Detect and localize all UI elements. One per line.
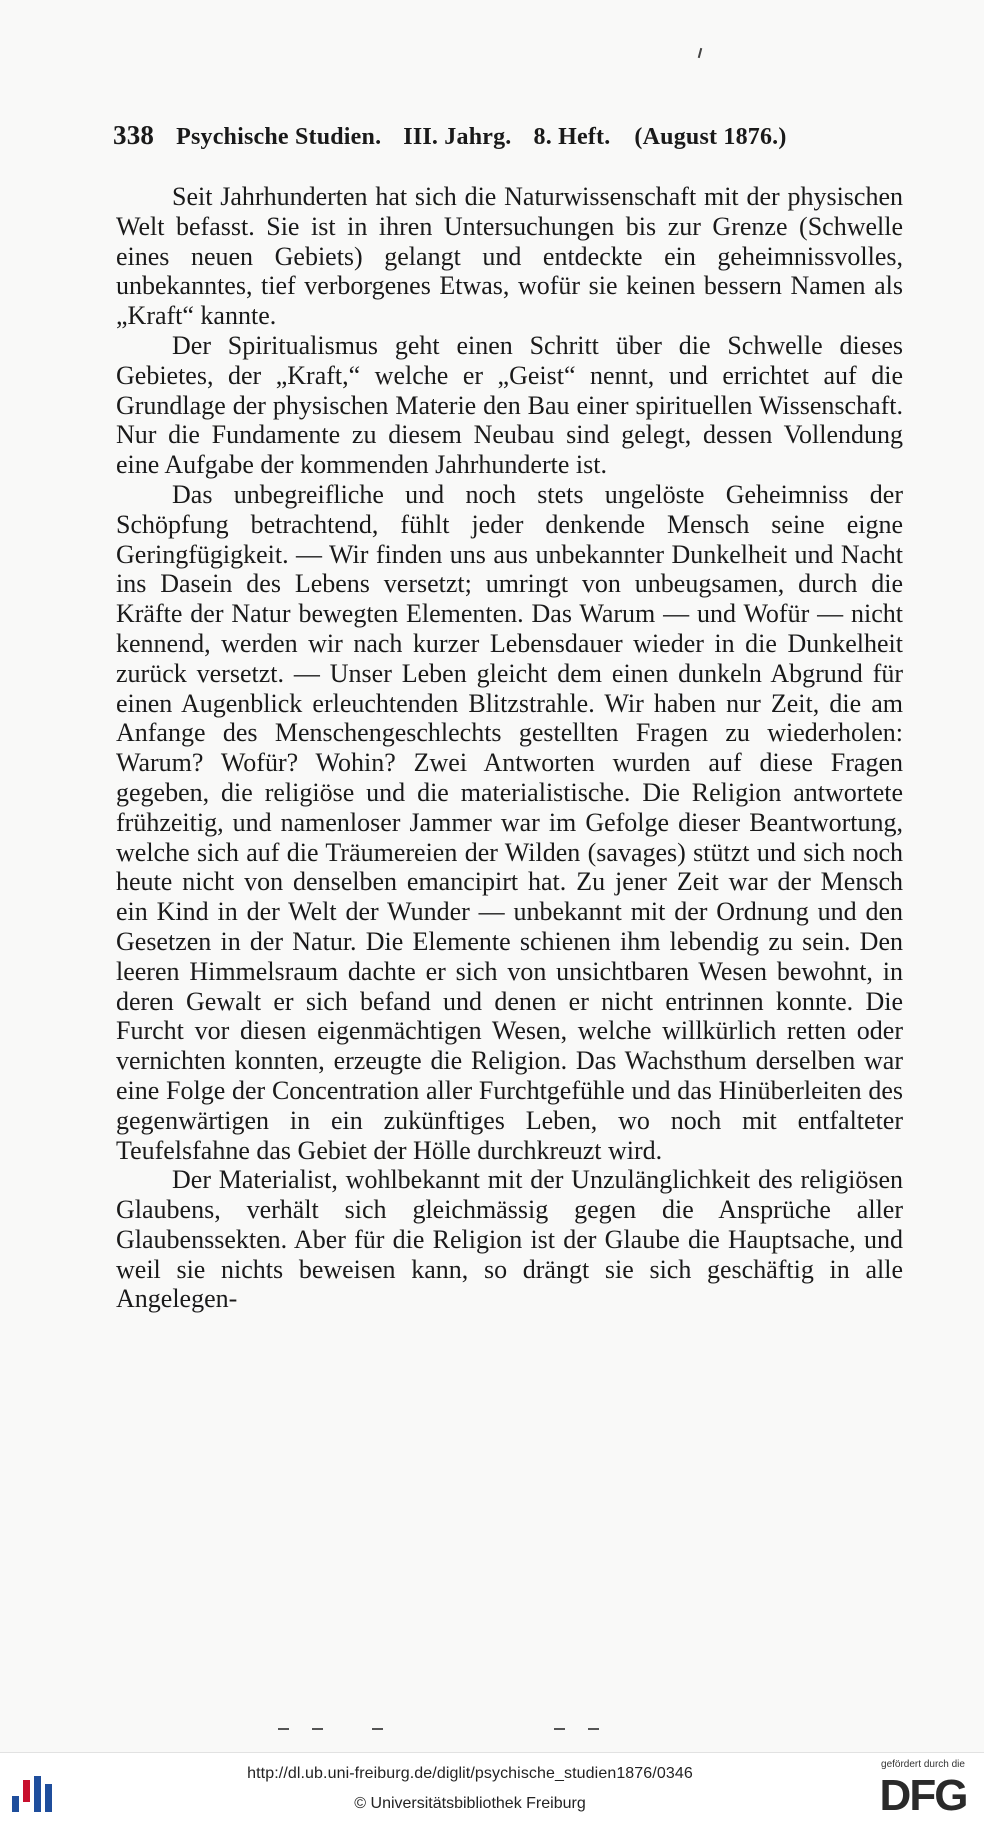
bottom-dashes: [270, 1728, 630, 1732]
page-number: 338: [113, 120, 155, 150]
volume-label: III. Jahrg.: [403, 124, 512, 150]
library-logo-icon[interactable]: [12, 1768, 68, 1812]
scan-mark: [698, 48, 703, 58]
permalink-url[interactable]: http://dl.ub.uni-freiburg.de/diglit/psychische_studien1876/0346: [247, 1765, 693, 1782]
article-body: [116, 182, 903, 1314]
running-header: [113, 120, 903, 160]
paragraph: Der Materialist, wohlbekannt mit der Unzulänglichkeit des religiösen Glaubens, verhält sich gleichmässig gegen die Ansprüche aller Glaubenssekten. Aber für die Religion ist der Glaube die Hauptsache, und weil sie nichts beweisen kann, so drängt sie sich geschäftig in alle Angelegen-: [116, 1165, 903, 1314]
dfg-funding-badge[interactable]: [866, 1759, 980, 1821]
viewer-footer: [0, 1752, 984, 1825]
copyright-notice: © Universitätsbibliothek Freiburg: [354, 1795, 586, 1812]
paragraph: Der Spiritualismus geht einen Schritt über die Schwelle dieses Gebietes, der „Kraft,“ welche er „Geist“ nennt, und errichtet auf die Grundlage der physischen Materie den Bau einer spirituellen Wissenschaft. Nur die Fundamente zu diesem Neubau sind gelegt, dessen Vollendung eine Aufgabe der kommenden Jahrhunderte ist.: [116, 330, 903, 480]
journal-title: Psychische Studien.: [176, 124, 382, 150]
paragraph: Seit Jahrhunderten hat sich die Naturwissenschaft mit der physischen Welt befasst. Sie ist in ihren Untersuchungen bis zur Grenze (Schwelle eines neuen Gebiets) gelangt und entdeckte ein geheimnissvolles, unbekanntes, tief verborgenes Etwas, wofür sie keinen bessern Namen als „Kraft“ kannte.: [116, 182, 903, 331]
dfg-caption: gefördert durch die: [881, 1759, 965, 1770]
paragraph: Das unbegreifliche und noch stets ungelöste Geheimniss der Schöpfung betrachtend, fühlt jeder denkende Mensch seine eigne Geringfügigkeit. — Wir finden uns aus unbekannter Dunkelheit und Nacht ins Dasein des Lebens versetzt; umringt von unbeugsamen, durch die Kräfte der Natur bewegten Elementen. Das Warum — und Wofür — nicht kennend, werden wir nach kurzer Lebensdauer wieder in die Dunkelheit zurück versetzt. — Unser Leben gleicht dem einen dunkeln Abgrund für einen Augenblick erleuchtenden Blitzstrahle. Wir haben nur Zeit, die am Anfange des Menschengeschlechts gestellten Fragen zu wiederholen: Warum? Wofür? Wohin? Zwei Antworten wurden auf diese Fragen gegeben, die religiöse und die materialistische. Die Religion antwortete frühzeitig, und namenloser Jammer war im Gefolge dieser Beantwortung, welche sich auf die Träumereien der Wilden (savages) stützt und sich noch heute nicht von denselben emancipirt hat. Zu jener Zeit war der Mensch ein Kind in der Welt der Wunder — unbekannt mit der Ordnung und den Gesetzen in der Natur. Die Elemente schienen ihm lebendig zu sein. Den leeren Himmelsraum dachte er sich von unsichtbaren Wesen bewohnt, in deren Gewalt er sich befand und denen er nicht entrinnen konnte. Die Furcht vor diesen eigenmächtigen Wesen, welche willkürlich retten oder vernichten konnten, erzeugte die Religion. Das Wachsthum derselben war eine Folge der Concentration aller Furchtgefühle und das Hinüberleiten des gegenwärtigen in ein zukünftiges Leben, wo noch mit entfalteter Teufelsfahne das Gebiet der Hölle durchkreuzt wird.: [116, 479, 903, 1165]
dfg-logo-icon: DFG: [879, 1771, 967, 1820]
issue-date: (August 1876.): [634, 124, 787, 150]
issue-label: 8. Heft.: [533, 124, 611, 150]
